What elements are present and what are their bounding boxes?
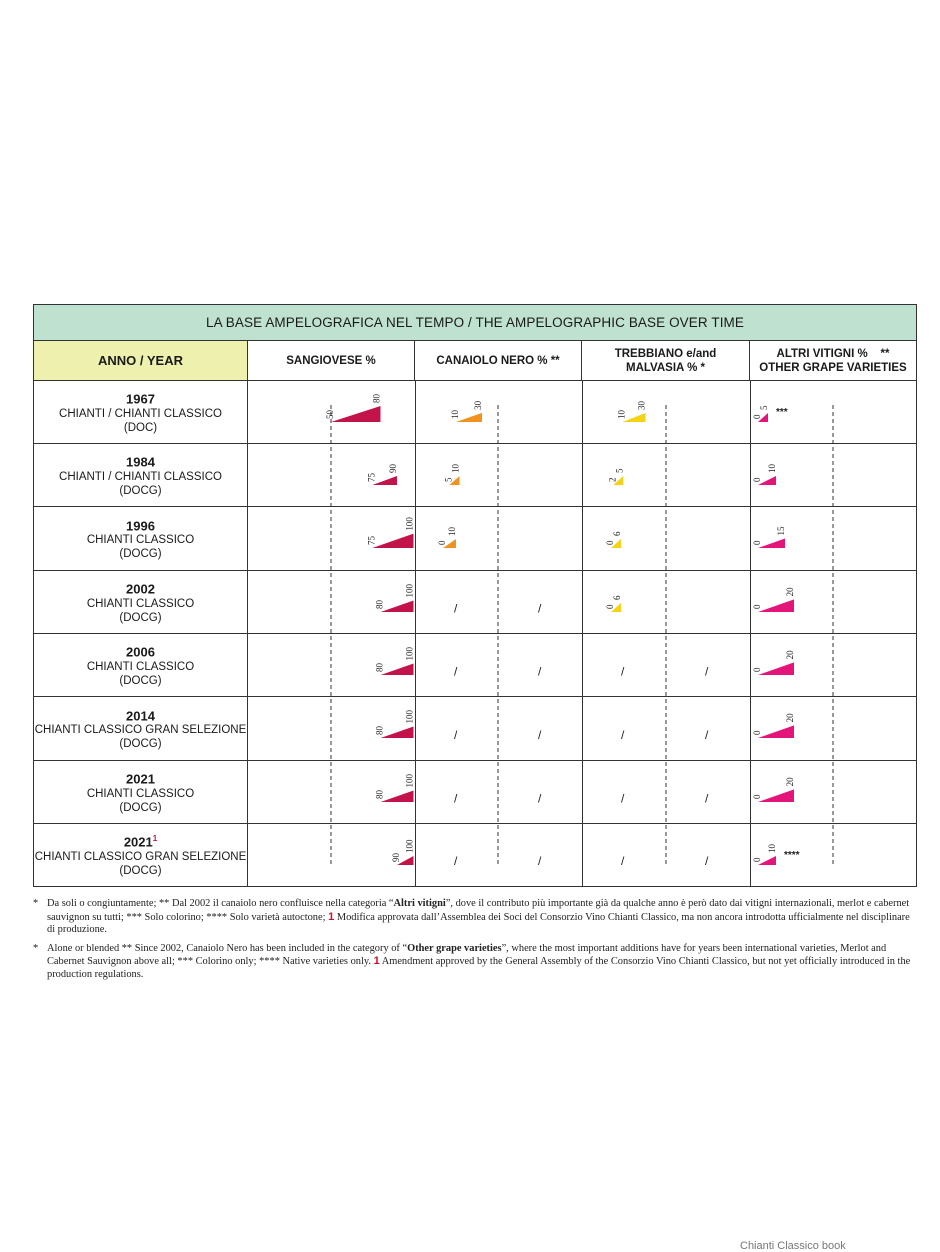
year-value: 2014 — [126, 708, 155, 724]
canaiolo-min-label: 10 — [450, 410, 460, 419]
altri-wedge — [758, 599, 794, 612]
trebbiano-slash: / — [621, 664, 625, 679]
header-sangiovese-label: SANGIOVESE % — [286, 354, 376, 367]
sangiovese-min-label: 75 — [366, 536, 377, 545]
canaiolo-slash: / — [538, 854, 542, 868]
sangiovese-wedge — [381, 600, 414, 612]
trebbiano-max-label: 6 — [612, 531, 622, 536]
year-value: 2021 — [123, 834, 153, 850]
header-trebbiano-line2: MALVASIA % * — [625, 361, 705, 374]
altri-max-label: 20 — [785, 713, 795, 723]
sangiovese-max-label: 90 — [388, 464, 398, 473]
ampelographic-table — [33, 304, 917, 887]
sangiovese-min-label: 50 — [325, 410, 335, 419]
sangiovese-min-label: 80 — [374, 600, 385, 609]
wine-type: (DOCG) — [119, 611, 162, 624]
canaiolo-slash: / — [454, 601, 458, 616]
wine-name: CHIANTI / CHIANTI CLASSICO — [59, 470, 222, 483]
altri-note: *** — [776, 407, 788, 418]
altri-min-label: 0 — [752, 667, 762, 672]
year-value: 2006 — [126, 644, 155, 660]
canaiolo-max-label: 10 — [447, 527, 457, 536]
sangiovese-wedge — [372, 534, 413, 548]
header-altri-line1: ALTRI VITIGNI % — [776, 347, 868, 360]
year-sup: 1 — [152, 834, 158, 844]
footnote-bold: Altri vitigni — [393, 898, 446, 909]
year-value: 1967 — [126, 391, 155, 407]
wine-name: CHIANTI / CHIANTI CLASSICO — [59, 407, 222, 420]
altri-wedge — [758, 725, 794, 738]
sangiovese-max-label: 80 — [371, 394, 382, 403]
sangiovese-max-label: 100 — [404, 646, 415, 661]
altri-max-label: 5 — [759, 405, 769, 410]
sangiovese-max-label: 100 — [404, 517, 415, 531]
footnote-asterisk: * — [33, 898, 39, 909]
footnote-text: ”, where the most important additions have for years been international varieties, Merlot and Cabernet Sauvignon above all; *** Colorino only; **** Native varieties only. — [47, 942, 887, 967]
sangiovese-wedge — [381, 663, 414, 675]
year-value: 1984 — [126, 454, 155, 470]
altri-max-label: 20 — [785, 587, 795, 597]
trebbiano-slash: / — [621, 728, 625, 742]
canaiolo-slash: / — [454, 791, 458, 806]
wine-type: (DOC) — [123, 421, 158, 434]
altri-wedge — [758, 662, 794, 675]
page-corner-caption: Chianti Classico book — [740, 1240, 846, 1252]
canaiolo-slash: / — [538, 601, 542, 616]
canaiolo-slash: / — [538, 664, 542, 679]
canaiolo-max-label: 10 — [450, 464, 461, 473]
trebbiano-slash: / — [621, 854, 625, 868]
range-wedges — [34, 305, 916, 886]
footnote-text: Amendment approved by the General Assembly of the Consorzio Vino Chianti Classico, but not yet officially introduced in the production regulations. — [47, 956, 911, 980]
altri-wedge — [758, 539, 785, 548]
trebbiano-slash: / — [705, 728, 709, 742]
canaiolo-slash: / — [454, 728, 458, 742]
table-title: LA BASE AMPELOGRAFICA NEL TEMPO / THE AMPELOGRAPHIC BASE OVER TIME — [34, 305, 916, 341]
altri-min-label: 0 — [752, 730, 762, 735]
footnote-marker: 1 — [328, 910, 335, 923]
sangiovese-min-label: 80 — [374, 790, 385, 799]
sangiovese-wedge — [381, 790, 414, 802]
footnote-asterisk: * — [33, 942, 39, 954]
altri-max-label: 20 — [785, 777, 795, 787]
header-trebbiano-line1: TREBBIANO e/and — [614, 347, 717, 360]
footnote-text: Da soli o congiuntamente; ** Dal 2002 il canaiolo nero confluisce nella categoria “ — [47, 898, 394, 909]
altri-min-label: 0 — [752, 604, 762, 609]
footnote-italian — [33, 898, 917, 937]
wine-name: CHIANTI CLASSICO — [86, 787, 195, 800]
canaiolo-max-label: 30 — [473, 400, 483, 410]
trebbiano-slash: / — [621, 791, 625, 806]
trebbiano-min-label: 10 — [616, 410, 627, 419]
wine-name: CHIANTI CLASSICO — [86, 660, 195, 673]
wine-type: (DOCG) — [119, 801, 162, 814]
wine-name: CHIANTI CLASSICO GRAN SELEZIONE — [34, 724, 247, 737]
header-canaiolo-stars: ** — [550, 354, 560, 367]
sangiovese-min-label: 80 — [374, 663, 385, 672]
altri-max-label: 20 — [785, 650, 795, 660]
sangiovese-min-label: 80 — [374, 726, 385, 735]
trebbiano-slash: / — [705, 664, 709, 679]
altri-min-label: 0 — [752, 857, 762, 862]
trebbiano-max-label: 6 — [612, 595, 622, 600]
wine-type: (DOCG) — [119, 738, 162, 751]
footnote-text: Modifica approvata dall’Assemblea dei Soci del Consorzio Vino Chianti Classico, ma non ancora introdotta ufficialmente nel disciplinare di produzione. — [47, 911, 910, 935]
sangiovese-max-label: 100 — [404, 839, 415, 853]
wine-type: (DOCG) — [119, 674, 162, 687]
altri-note: **** — [784, 850, 800, 861]
trebbiano-slash: / — [705, 791, 709, 806]
trebbiano-max-label: 5 — [614, 468, 625, 473]
wine-name: CHIANTI CLASSICO GRAN SELEZIONE — [34, 850, 247, 863]
footnote-bold: Other grape varieties — [407, 942, 502, 954]
trebbiano-min-label: 2 — [607, 477, 618, 482]
altri-min-label: 0 — [752, 794, 762, 799]
trebbiano-max-label: 30 — [636, 401, 647, 410]
trebbiano-min-label: 0 — [605, 604, 615, 609]
header-altri-stars: ** — [880, 347, 890, 360]
altri-wedge — [758, 789, 794, 802]
wine-type: (DOCG) — [119, 548, 162, 561]
year-value: 2002 — [126, 581, 155, 597]
altri-max-label: 10 — [767, 464, 777, 473]
sangiovese-min-label: 90 — [391, 853, 401, 862]
year-value: 2021 — [126, 771, 155, 787]
sangiovese-max-label: 100 — [404, 583, 415, 598]
footnote-english — [33, 943, 917, 982]
footnote-text: ”, dove il contributo più importante già da qualche anno è però dato dai vitigni internazionali, merlot e cabernet sauvignon su tutti; *** Solo colorino; **** Solo varietà autoctone; — [47, 898, 910, 923]
header-year: ANNO / YEAR — [34, 341, 248, 381]
year-value: 1996 — [126, 518, 155, 534]
canaiolo-slash: / — [454, 664, 458, 679]
trebbiano-min-label: 0 — [605, 540, 615, 545]
canaiolo-slash: / — [454, 854, 458, 868]
header-canaiolo-label: CANAIOLO NERO % — [436, 354, 548, 367]
altri-min-label: 0 — [752, 477, 762, 482]
sangiovese-max-label: 100 — [404, 709, 415, 724]
altri-max-label: 10 — [767, 844, 777, 853]
altri-max-label: 15 — [776, 526, 786, 536]
footnote-text: Alone or blended ** Since 2002, Canaiolo Nero has been included in the category of “ — [47, 942, 408, 954]
sangiovese-wedge — [381, 726, 414, 738]
header-altri-line2: OTHER GRAPE VARIETIES — [759, 361, 907, 374]
wine-name: CHIANTI CLASSICO — [86, 597, 195, 610]
wine-name: CHIANTI CLASSICO — [86, 534, 195, 547]
footnote-marker: 1 — [373, 955, 380, 967]
wine-type: (DOCG) — [119, 864, 162, 877]
canaiolo-min-label: 0 — [437, 540, 447, 545]
trebbiano-slash: / — [705, 854, 709, 868]
sangiovese-wedge — [331, 406, 381, 422]
altri-min-label: 0 — [752, 540, 762, 545]
canaiolo-min-label: 5 — [443, 477, 454, 482]
wine-type: (DOCG) — [119, 484, 162, 497]
footnotes — [33, 898, 917, 987]
sangiovese-max-label: 100 — [404, 773, 415, 788]
canaiolo-slash: / — [538, 791, 542, 806]
canaiolo-slash: / — [538, 728, 542, 742]
altri-min-label: 0 — [752, 414, 762, 419]
sangiovese-min-label: 75 — [366, 473, 377, 482]
